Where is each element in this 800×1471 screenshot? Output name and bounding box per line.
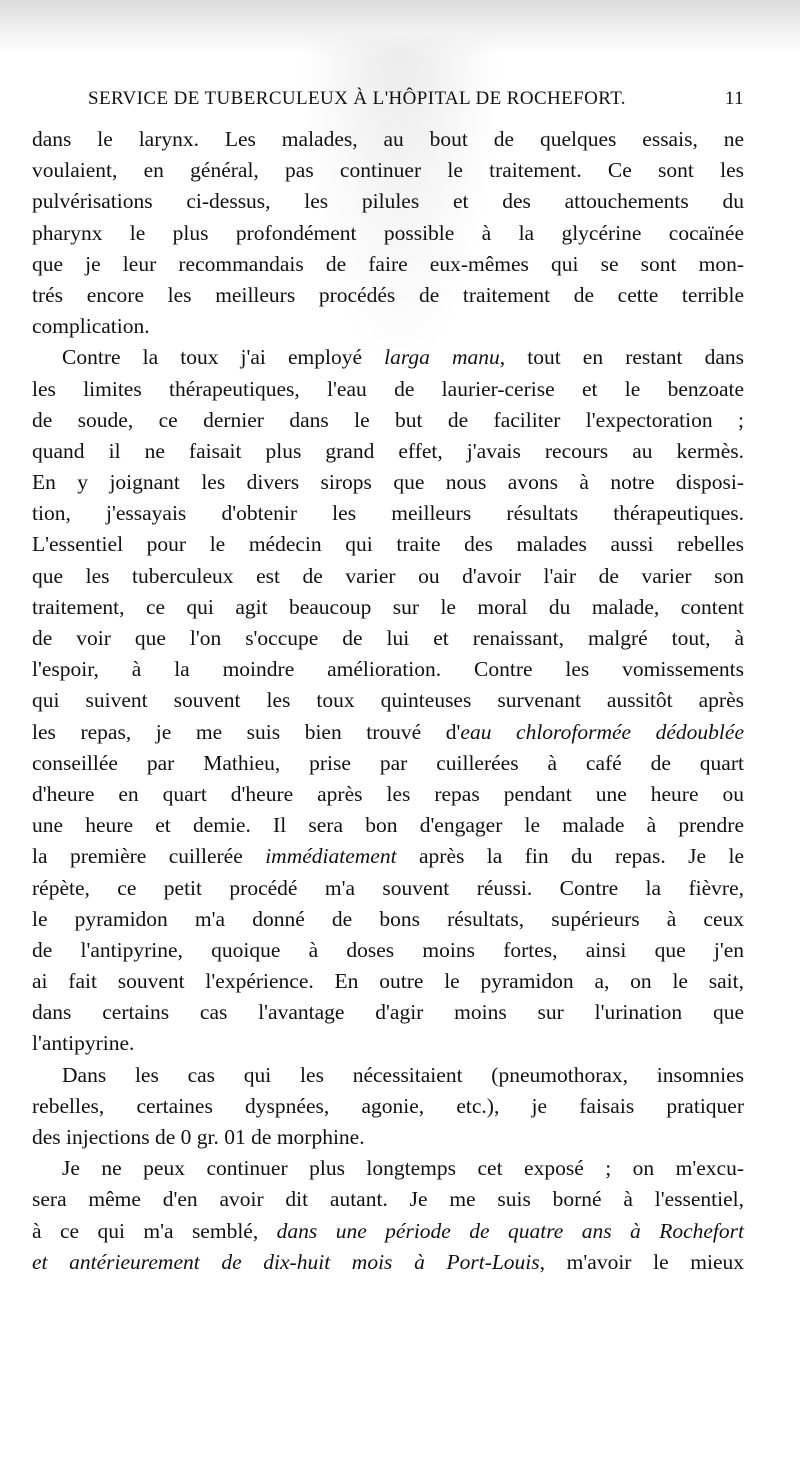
text-line: dans certains cas l'avantage d'agir moins sur l'urination que xyxy=(32,1000,744,1025)
text-line: conseillée par Mathieu, prise par cuillerées à café de quart xyxy=(32,750,744,775)
italic-run: dans une période de quatre ans à Rochefort xyxy=(276,1218,744,1243)
scan-shadow xyxy=(0,0,800,55)
text-line: complication. xyxy=(32,314,150,339)
page-number: 11 xyxy=(724,88,744,109)
text-line: des injections de 0 gr. 01 de morphine. xyxy=(32,1125,365,1149)
text-line: trés encore les meilleurs procédés de traitement de cette terrible xyxy=(32,282,744,307)
text-run: à ce qui m'a semblé, xyxy=(32,1218,277,1243)
italic-run: immédiatement xyxy=(265,844,397,869)
text-line xyxy=(32,841,744,872)
text-line: ai fait souvent l'expérience. En outre le pyramidon a, on le sait, xyxy=(32,969,744,994)
text-line: d'heure en quart d'heure après les repas pendant une heure ou xyxy=(32,781,744,806)
text-line: l'antipyrine. xyxy=(32,1031,135,1056)
text-line: voulaient, en général, pas continuer le traitement. Ce sont les xyxy=(32,158,744,183)
text-line xyxy=(32,717,744,748)
text-run: , tout en restant dans xyxy=(499,345,744,370)
running-title: SERVICE DE TUBERCULEUX À L'HÔPITAL DE ROCHEFORT. xyxy=(88,88,626,109)
text-line: les limites thérapeutiques, l'eau de laurier-cerise et le benzoate xyxy=(32,376,744,401)
text-line: tion, j'essayais d'obtenir les meilleurs résultats thérapeutiques. xyxy=(32,501,744,526)
text-line: traitement, ce qui agit beaucoup sur le moral du malade, content xyxy=(32,594,744,619)
text-line xyxy=(32,342,744,373)
text-line: l'espoir, à la moindre amélioration. Contre les vomissements xyxy=(32,657,744,682)
text-run: après la fin du repas. Je le xyxy=(396,844,744,869)
text-line: En y joignant les divers sirops que nous avons à notre disposi- xyxy=(32,470,744,495)
text-line xyxy=(32,1216,744,1247)
text-line: rebelles, certaines dyspnées, agonie, etc.), je faisais pratiquer xyxy=(32,1093,744,1118)
text-run: Contre la toux j'ai employé xyxy=(62,345,385,370)
text-line: Dans les cas qui les nécessitaient (pneumothorax, insomnies xyxy=(62,1062,744,1087)
text-line: sera même d'en avoir dit autant. Je me suis borné à l'essentiel, xyxy=(32,1187,744,1212)
italic-run: larga manu xyxy=(384,345,500,370)
text-line: que les tuberculeux est de varier ou d'avoir l'air de varier son xyxy=(32,563,744,588)
text-line: pulvérisations ci-dessus, les pilules et des attouchements du xyxy=(32,189,744,214)
italic-run: et antérieurement de dix-huit mois à Port-Louis xyxy=(32,1249,540,1274)
body-text xyxy=(32,124,744,1278)
text-line: qui suivent souvent les toux quinteuses survenant aussitôt après xyxy=(32,688,744,713)
text-line: Je ne peux continuer plus longtemps cet exposé ; on m'excu- xyxy=(62,1156,744,1181)
text-run: la première cuillerée xyxy=(32,844,266,869)
text-line: répète, ce petit procédé m'a souvent réussi. Contre la fièvre, xyxy=(32,875,744,900)
text-line: le pyramidon m'a donné de bons résultats, supérieurs à ceux xyxy=(32,906,744,931)
text-line: pharynx le plus profondément possible à la glycérine cocaïnée xyxy=(32,220,744,245)
text-run: les repas, je me suis bien trouvé d' xyxy=(32,719,461,744)
text-line: de soude, ce dernier dans le but de faciliter l'expectoration ; xyxy=(32,407,744,432)
page-header xyxy=(32,84,744,114)
text-line: quand il ne faisait plus grand effet, j'avais recours au kermès. xyxy=(32,438,744,463)
text-line: dans le larynx. Les malades, au bout de quelques essais, ne xyxy=(32,127,744,151)
text-line: L'essentiel pour le médecin qui traite des malades aussi rebelles xyxy=(32,532,744,557)
italic-run: eau chloroformée dédoublée xyxy=(460,719,744,744)
text-line: une heure et demie. Il sera bon d'engager le malade à prendre xyxy=(32,813,744,838)
text-line xyxy=(32,1247,744,1278)
text-line: que je leur recommandais de faire eux-mêmes qui se sont mon- xyxy=(32,251,744,276)
text-line: de l'antipyrine, quoique à doses moins fortes, ainsi que j'en xyxy=(32,937,744,962)
text-run: , m'avoir le mieux xyxy=(539,1249,744,1274)
text-line: de voir que l'on s'occupe de lui et renaissant, malgré tout, à xyxy=(32,626,744,650)
